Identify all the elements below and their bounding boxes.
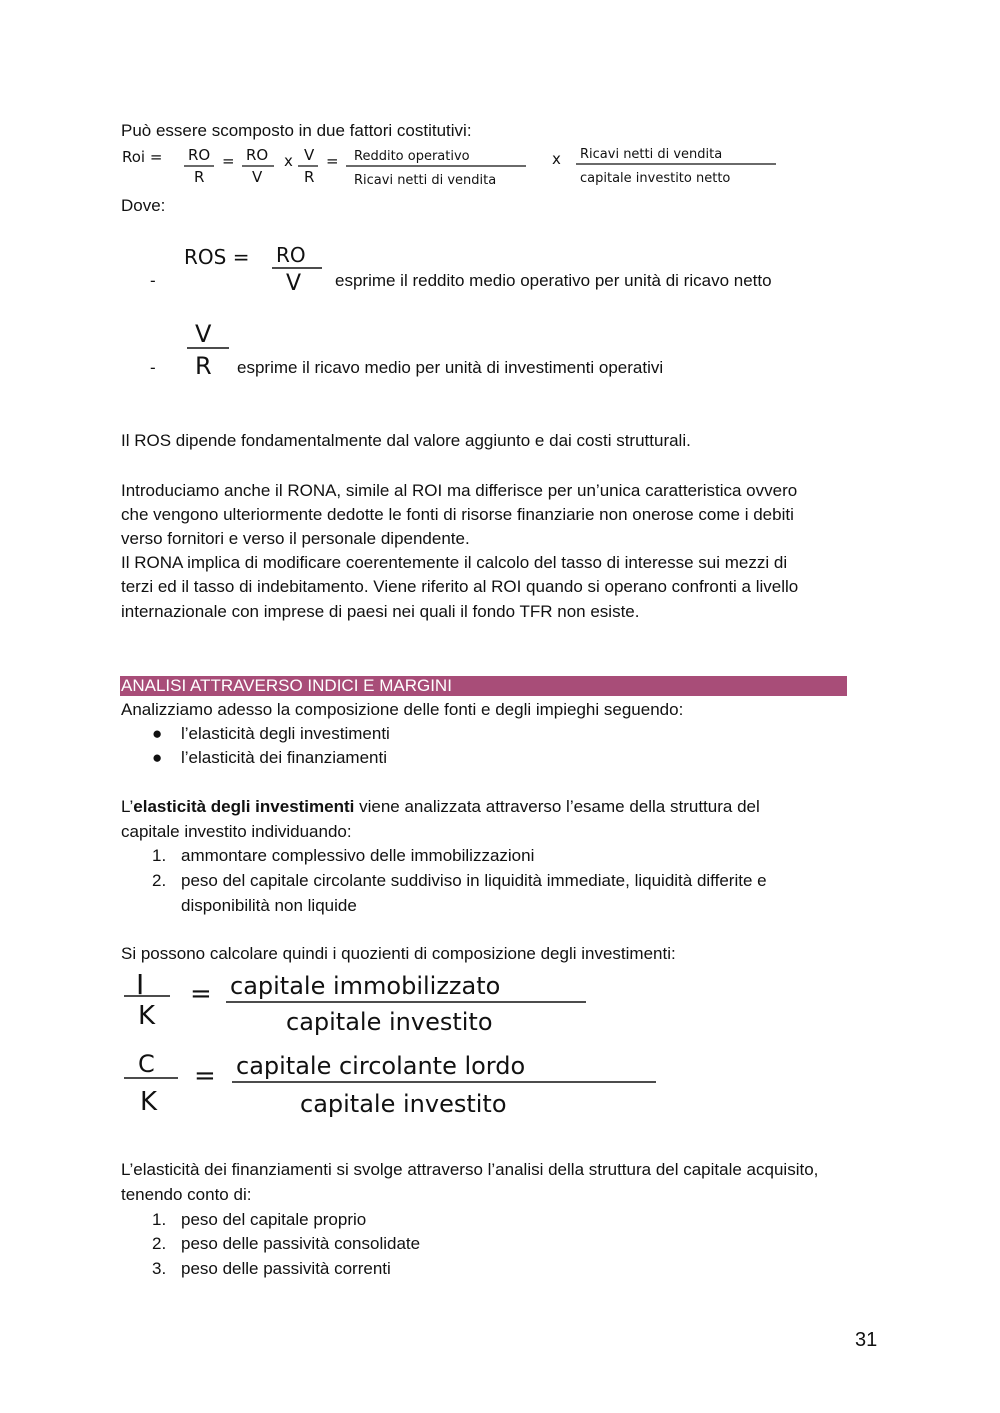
vr-num: V <box>195 320 212 348</box>
roi-eq1: = <box>222 152 235 170</box>
section-heading: ANALISI ATTRAVERSO INDICI E MARGINI <box>120 676 847 696</box>
ros-lhs: ROS = <box>184 245 250 269</box>
roi-f4-den: Ricavi netti di vendita <box>354 173 497 188</box>
quozienti-formulas <box>118 966 678 1136</box>
roi-f4-num: Reddito operativo <box>354 149 470 164</box>
q1-num: I <box>136 968 145 1001</box>
ros-formula <box>180 240 330 294</box>
list-number: 1. <box>152 846 167 865</box>
bullet-dot: ● <box>152 724 163 743</box>
list-number: 3. <box>152 1259 167 1278</box>
elast-inv-rest: viene analizzata attraverso l’esame della struttura del <box>354 797 760 816</box>
elast-fin-line: tenendo conto di: <box>121 1185 252 1204</box>
rona-line: internazionale con imprese di paesi nei quali il fondo TFR non esiste. <box>121 602 640 621</box>
list-item: peso delle passività consolidate <box>181 1234 421 1253</box>
q2-rhs-den: capitale investito <box>300 1090 507 1118</box>
bullet-item: l’elasticità degli investimenti <box>181 724 390 743</box>
elast-inv-line2: capitale investito individuando: <box>121 822 352 841</box>
list-number: 2. <box>152 871 167 890</box>
roi-times1: x <box>284 152 293 170</box>
elast-fin-line: L’elasticità dei finanziamenti si svolge attraverso l’analisi della struttura del capitale acquisito, <box>121 1160 819 1179</box>
elast-inv-bold: elasticità degli investimenti <box>133 797 355 816</box>
roi-f5-num: Ricavi netti di vendita <box>580 147 723 162</box>
list-item: peso del capitale circolante suddiviso in liquidità immediate, liquidità differite e <box>181 871 767 890</box>
roi-f5-den: capitale investito netto <box>580 171 731 186</box>
roi-f1-num: RO <box>188 146 211 164</box>
elast-inv-prefix: L’ <box>121 797 134 816</box>
q1-eq: = <box>190 979 212 1009</box>
list-item: peso delle passività correnti <box>181 1259 391 1278</box>
item-text: esprime il ricavo medio per unità di investimenti operativi <box>237 358 664 377</box>
q2-rhs-num: capitale circolante lordo <box>236 1052 526 1080</box>
q2-num: C <box>138 1050 155 1078</box>
rona-line: terzi ed il tasso di indebitamento. Viene riferito al ROI quando si operano confronti a livello <box>121 577 799 596</box>
list-item-continuation: disponibilità non liquide <box>181 896 357 915</box>
ros-num: RO <box>276 243 306 267</box>
dove-label: Dove: <box>121 196 166 215</box>
roi-times2: x <box>552 150 561 168</box>
rona-line: Il RONA implica di modificare coerentemente il calcolo del tasso di interesse sui mezzi di <box>121 553 788 572</box>
list-number: 2. <box>152 1234 167 1253</box>
roi-lhs: Roi = <box>122 148 163 166</box>
vr-formula <box>185 316 235 380</box>
roi-f1-den: R <box>194 168 205 186</box>
list-number: 1. <box>152 1210 167 1229</box>
rona-line: verso fornitori e verso il personale dipendente. <box>121 529 470 548</box>
page-number: 31 <box>855 1329 878 1351</box>
elast-inv-line1 <box>121 797 760 817</box>
bullet-dot: ● <box>152 748 163 767</box>
intro-text: Può essere scomposto in due fattori costitutivi: <box>121 121 472 140</box>
ros-paragraph: Il ROS dipende fondamentalmente dal valore aggiunto e dai costi strutturali. <box>121 431 691 450</box>
q1-den: K <box>138 1001 156 1031</box>
q2-den: K <box>140 1087 158 1117</box>
rona-line: che vengono ulteriormente dedotte le fonti di risorse finanziarie non onerose come i debiti <box>121 505 794 524</box>
list-item: ammontare complessivo delle immobilizzazioni <box>181 846 535 865</box>
roi-f2-den: V <box>252 168 263 186</box>
roi-f3-den: R <box>304 168 315 186</box>
q2-eq: = <box>194 1061 216 1091</box>
roi-eq2: = <box>326 152 339 170</box>
item-text: esprime il reddito medio operativo per unità di ricavo netto <box>335 271 772 290</box>
roi-f2-num: RO <box>246 146 269 164</box>
item-dash: - <box>150 271 156 290</box>
list-item: peso del capitale proprio <box>181 1210 367 1229</box>
roi-f3-num: V <box>304 146 315 164</box>
rona-line: Introduciamo anche il RONA, simile al ROI ma differisce per un’unica caratteristica ovvero <box>121 481 798 500</box>
quozienti-intro: Si possono calcolare quindi i quozienti di composizione degli investimenti: <box>121 944 676 963</box>
roi-formula <box>118 144 798 192</box>
analysis-intro: Analizziamo adesso la composizione delle fonti e degli impieghi seguendo: <box>121 700 684 719</box>
item-dash: - <box>150 358 156 377</box>
bullet-item: l’elasticità dei finanziamenti <box>181 748 387 767</box>
ros-den: V <box>286 271 302 294</box>
vr-den: R <box>195 352 212 380</box>
q1-rhs-num: capitale immobilizzato <box>230 972 501 1000</box>
q1-rhs-den: capitale investito <box>286 1008 493 1036</box>
